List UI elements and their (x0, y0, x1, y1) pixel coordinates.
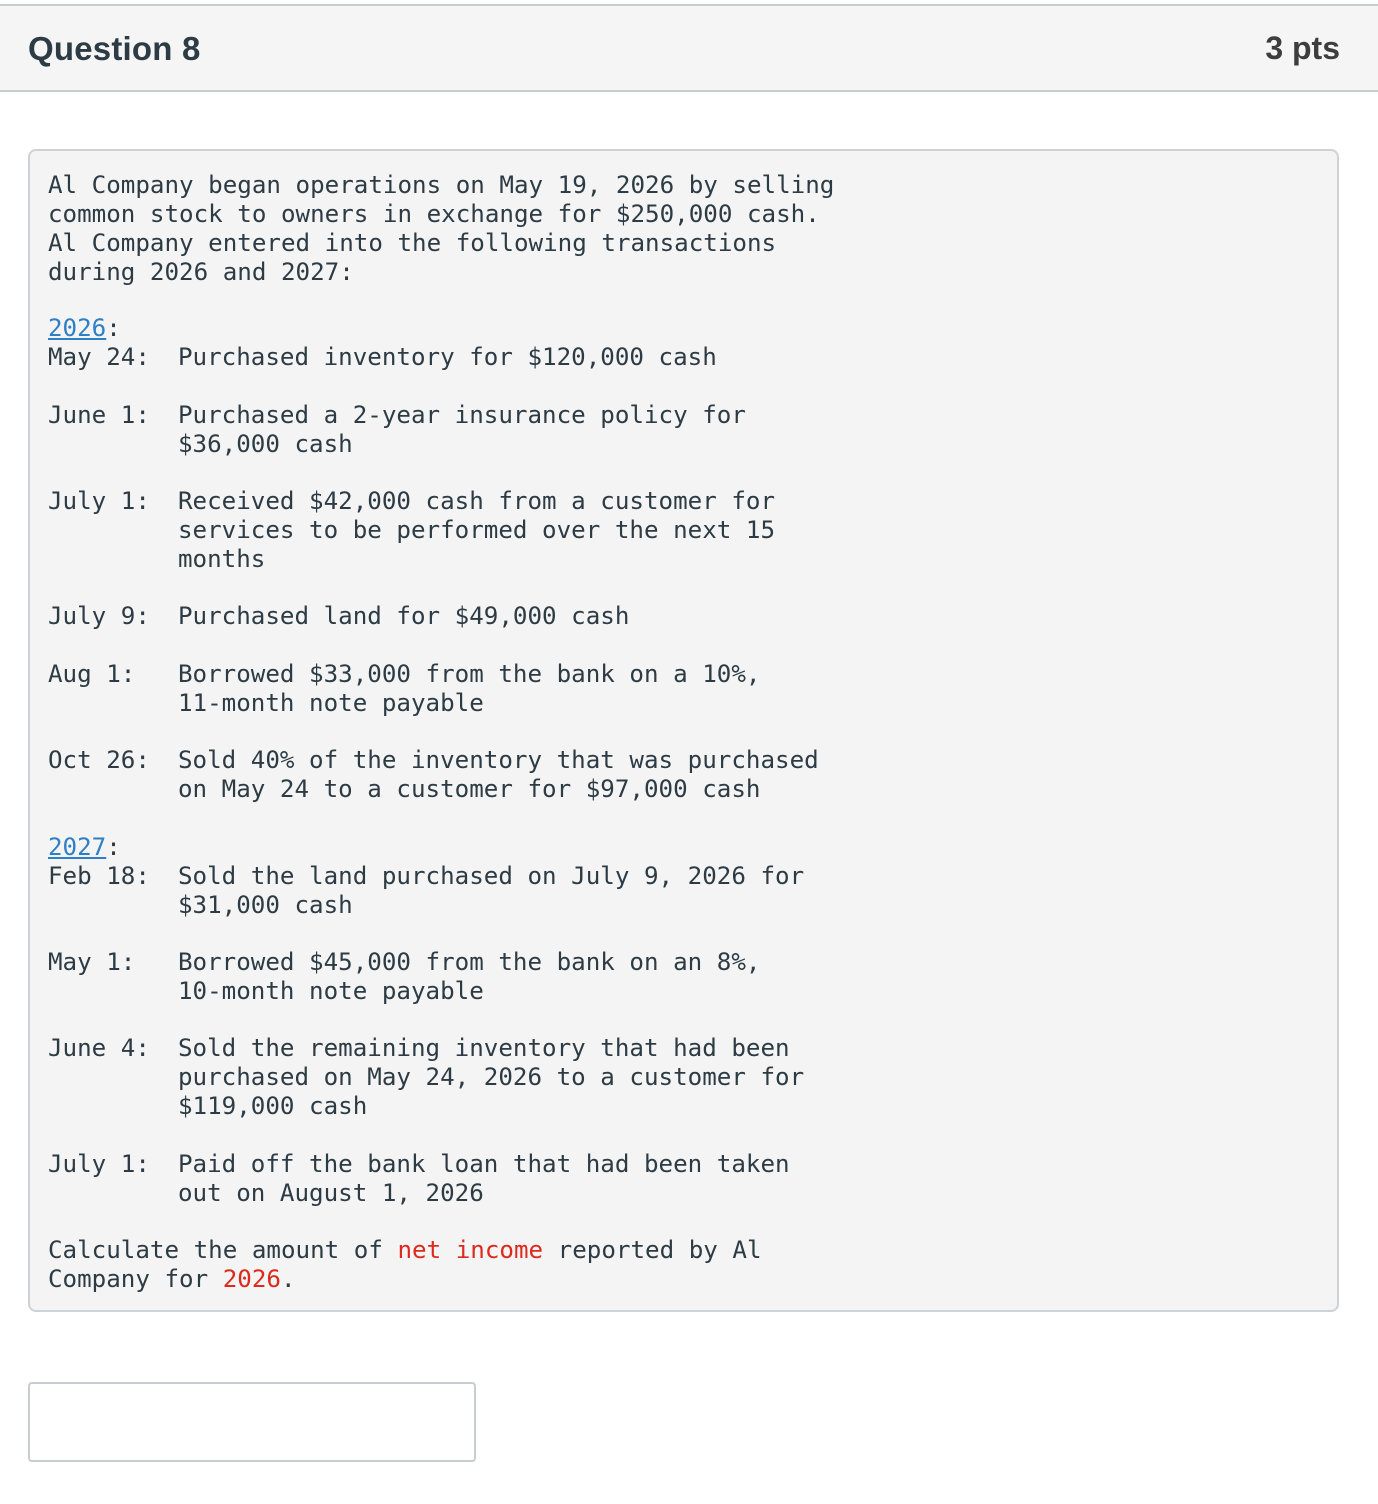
transaction-description: Purchased inventory for $120,000 cash (178, 343, 717, 371)
question-title: Question 8 (28, 30, 201, 67)
year-link-2027[interactable]: 2027 (48, 833, 107, 861)
transaction-description: Received $42,000 cash from a customer for services to be performed over the next 15 months (178, 487, 776, 573)
transaction-description: Purchased a 2-year insurance policy for $36,000 cash (178, 401, 746, 458)
question-points: 3 pts (1265, 30, 1340, 66)
transaction-description: Sold the remaining inventory that had been purchased on May 24, 2026 to a customer for $119,000 cash (178, 1034, 805, 1120)
transaction-date: Oct 26: (48, 746, 150, 774)
transaction-description: Sold the land purchased on July 9, 2026 for $31,000 cash (178, 862, 805, 919)
question-header (0, 4, 1378, 92)
transaction-description: Paid off the bank loan that had been taken out on August 1, 2026 (178, 1150, 790, 1207)
highlight-net-income: net income (397, 1236, 544, 1264)
answer-input[interactable] (28, 1382, 476, 1462)
intro-line: during 2026 and 2027: (48, 257, 354, 286)
transaction-date: Feb 18: (48, 862, 150, 890)
question-intro (48, 171, 834, 287)
transaction-date: July 1: (48, 487, 150, 515)
transaction-description: Borrowed $45,000 from the bank on an 8%, 10-month note payable (178, 948, 761, 1005)
transaction-date: May 24: (48, 343, 150, 371)
transaction-date: Aug 1: (48, 660, 136, 688)
transaction-date: May 1: (48, 948, 136, 976)
intro-line: Al Company began operations on May 19, 2026 by selling (48, 171, 835, 199)
transaction-description: Sold 40% of the inventory that was purchased on May 24 to a customer for $97,000 cash (178, 746, 819, 803)
highlight-year: 2026 (222, 1264, 281, 1293)
transaction-date: June 1: (48, 401, 150, 429)
intro-line: common stock to owners in exchange for $250,000 cash. (48, 199, 820, 228)
intro-line: Al Company entered into the following transactions (48, 228, 777, 257)
transaction-description: Purchased land for $49,000 cash (178, 602, 630, 630)
question-prompt: Calculate the amount of net income reported by Al Company for 2026. (48, 1236, 762, 1293)
question-text-panel (28, 149, 1339, 1312)
transaction-date: June 4: (48, 1034, 150, 1062)
transaction-date: July 1: (48, 1150, 150, 1178)
transaction-date: July 9: (48, 602, 150, 630)
year-heading-2027: 2027: (48, 833, 121, 861)
year-link-2026[interactable]: 2026 (48, 314, 107, 342)
year-heading-2026: 2026: (48, 314, 121, 342)
transaction-description: Borrowed $33,000 from the bank on a 10%, 11-month note payable (178, 660, 761, 717)
